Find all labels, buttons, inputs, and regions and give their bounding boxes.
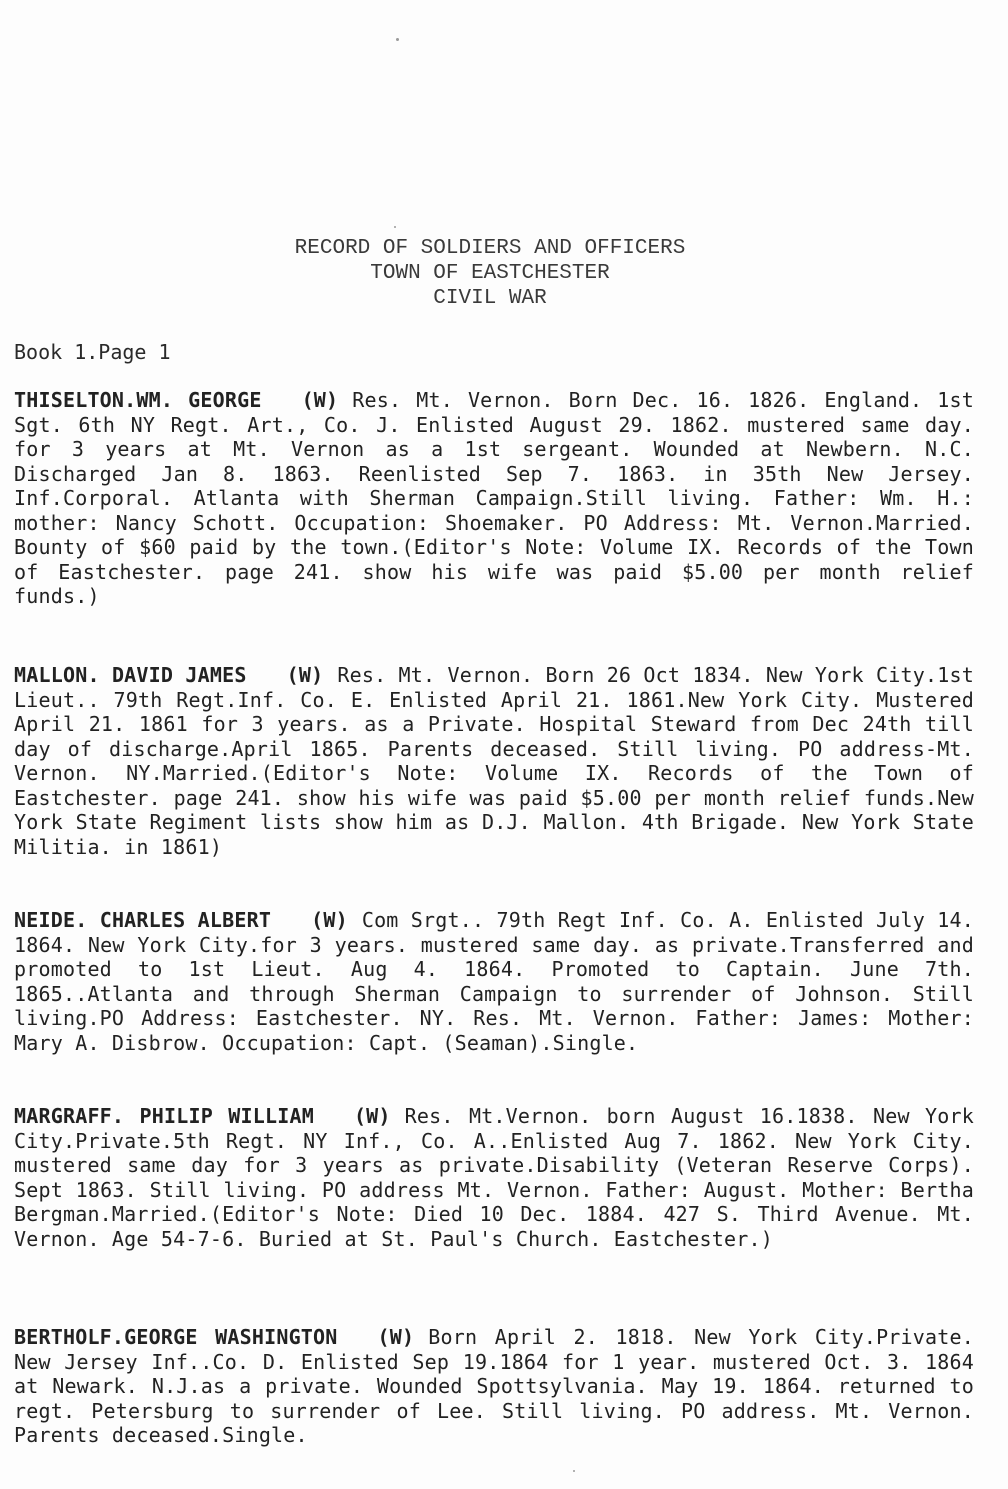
record-tag: (W): [377, 1325, 415, 1349]
record-body: [14, 388, 974, 609]
document-heading: [0, 236, 980, 311]
record-body: [14, 1325, 974, 1448]
record-text: Com Srgt.. 79th Regt Inf. Co. A. Enlisted July 14. 1864. New York City.for 3 years. mustered same day. as private.Transferred and promoted to 1st Lieut. Aug 4. 1864. Promoted to Captain. June 7th. 1865..Atlanta and through Sherman Campaign to surrender of Johnson. Still living.PO Address: Eastchester. NY. Res. Mt. Vernon. Father: James: Mother: Mary A. Disbrow. Occupation: Capt. (Seaman).Single.: [14, 908, 974, 1055]
record-tag: (W): [353, 1104, 391, 1128]
record-text: Res. Mt. Vernon. Born Dec. 16. 1826. England. 1st Sgt. 6th NY Regt. Art., Co. J. Enlisted August 29. 1862. mustered same day. for 3 years at Mt. Vernon as a 1st sergeant. Wounded at Newbern. N.C. Discharged Jan 8. 1863. Reenlisted Sep 7. 1863. in 35th New Jersey. Inf.Corporal. Atlanta with Sherman Campaign.Still living. Father: Wm. H.: mother: Nancy Schott. Occupation: Shoemaker. PO Address: Mt. Vernon.Married. Bounty of $60 paid by the town.(Editor's Note: Volume IX. Records of the Town of Eastchester. page 241. show his wife was paid $5.00 per month relief funds.): [14, 388, 974, 608]
heading-line-3: CIVIL WAR: [433, 287, 547, 310]
book-page-reference: Book 1.Page 1: [14, 340, 171, 364]
record-body: [14, 1104, 974, 1251]
scan-speck: [573, 1470, 575, 1472]
record-text: Born April 2. 1818. New York City.Private. New Jersey Inf..Co. D. Enlisted Sep 19.1864 for 1 year. mustered Oct. 3. 1864 at Newark. N.J.as a private. Wounded Spottsylvania. May 19. 1864. returned to regt. Petersburg to surrender of Lee. Still living. PO address. Mt. Vernon. Parents deceased.Single.: [14, 1325, 974, 1447]
record-text: Res. Mt. Vernon. Born 26 Oct 1834. New York City.1st Lieut.. 79th Regt.Inf. Co. E. Enlisted April 21. 1861.New York City. Mustered April 21. 1861 for 3 years. as a Private. Hospital Steward from Dec 24th till day of discharge.April 1865. Parents deceased. Still living. PO address-Mt. Vernon. NY.Married.(Editor's Note: Volume IX. Records of the Town of Eastchester. page 241. show his wife was paid $5.00 per month relief funds.New York State Regiment lists show him as D.J. Mallon. 4th Brigade. New York State Militia. in 1861): [14, 663, 974, 859]
heading-line-1: RECORD OF SOLDIERS AND OFFICERS: [294, 237, 686, 260]
record-body: [14, 908, 974, 1055]
record-tag: (W): [311, 908, 348, 932]
soldier-name: THISELTON.WM. GEORGE: [14, 388, 262, 412]
soldier-record: [14, 388, 974, 609]
record-body: [14, 663, 974, 859]
record-tag: (W): [301, 388, 339, 412]
soldier-name: MALLON. DAVID JAMES: [14, 663, 247, 687]
soldier-record: [14, 1325, 974, 1448]
soldier-name: BERTHOLF.GEORGE WASHINGTON: [14, 1325, 338, 1349]
soldier-record: [14, 663, 974, 859]
soldier-record: [14, 1104, 974, 1251]
soldier-name: MARGRAFF. PHILIP WILLIAM: [14, 1104, 314, 1128]
record-tag: (W): [286, 663, 324, 687]
record-text: Res. Mt.Vernon. born August 16.1838. New York City.Private.5th Regt. NY Inf., Co. A..Enlisted Aug 7. 1862. New York City. mustered same day for 3 years as private.Disability (Veteran Reserve Corps). Sept 1863. Still living. PO address Mt. Vernon. Father: August. Mother: Bertha Bergman.Married.(Editor's Note: Died 10 Dec. 1884. 427 S. Third Avenue. Mt. Vernon. Age 54-7-6. Buried at St. Paul's Church. Eastchester.): [14, 1104, 974, 1251]
soldier-name: NEIDE. CHARLES ALBERT: [14, 908, 272, 932]
scan-speck: [396, 38, 399, 41]
soldier-record: [14, 908, 974, 1055]
scan-speck: [394, 226, 396, 228]
heading-line-2: TOWN OF EASTCHESTER: [370, 262, 610, 285]
